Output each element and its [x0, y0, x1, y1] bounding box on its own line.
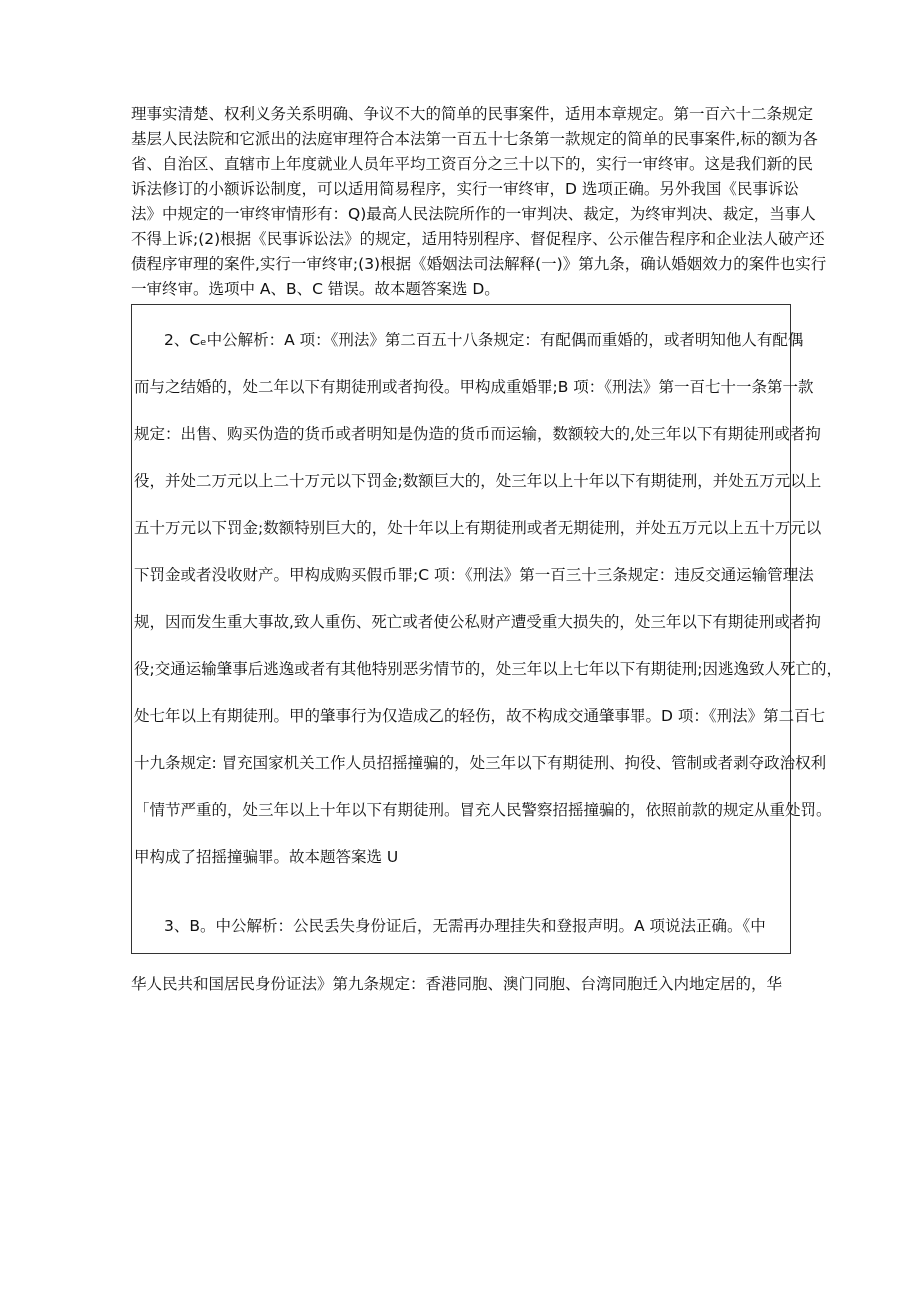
answer-2-line: 十九条规定: 冒充国家机关工作人员招摇撞骗的，处三年以下有期徒刑、拘役、管制或者剥夺政治权利 — [134, 754, 827, 772]
answer-2-line: 五十万元以下罚金;数额特别巨大的，处十年以上有期徒刑或者无期徒刑，并处五万元以上五十万元以 — [134, 519, 822, 537]
answer-2-line: 2、Cₑ中公解析：A 项：《刑法》第二百五十八条规定：有配偶而重婚的，或者明知他人有配偶 — [164, 331, 804, 349]
answer-2-line: 而与之结婚的，处二年以下有期徒刑或者拘役。甲构成重婚罪;B 项：《刑法》第一百七十一条第一款 — [134, 378, 814, 396]
paragraph-line: 省、自治区、直辖市上年度就业人员年平均工资百分之三十以下的，实行一审终审。这是我们新的民 — [131, 155, 814, 173]
paragraph-line: 诉法修订的小额诉讼制度，可以适用简易程序，实行一审终审，D 选项正确。另外我国《民事诉讼 — [131, 180, 799, 198]
answer-2-line: 甲构成了招摇撞骗罪。故本题答案选 U — [134, 848, 399, 866]
answer-3-line: 3、B。中公解析：公民丢失身份证后，无需再办理挂失和登报声明。A 项说法正确。《中 — [164, 917, 766, 935]
paragraph-line: 不得上诉;(2)根据《民事诉讼法》的规定，适用特别程序、督促程序、公示催告程序和企业法人破产还 — [131, 230, 825, 248]
answer-2-line: 役;交通运输肇事后逃逸或者有其他特别恶劣情节的，处三年以上七年以下有期徒刑;因逃逸致人死亡的， — [134, 660, 842, 678]
answer-2-line: 役，并处二万元以上二十万元以下罚金;数额巨大的，处三年以上十年以下有期徒刑，并处五万元以上 — [134, 472, 822, 490]
paragraph-line: 债程序审理的案件,实行一审终审;(3)根据《婚姻法司法解释(一)》第九条，确认婚姻效力的案件也实行 — [131, 255, 827, 273]
answer-2-line: 处七年以上有期徒刑。甲的肇事行为仅造成乙的轻伤，故不构成交通肇事罪。D 项：《刑法》第二百七 — [134, 707, 826, 725]
answer-2-line: 规，因而发生重大事故,致人重伤、死亡或者使公私财产遭受重大损失的，处三年以下有期徒刑或者拘 — [134, 613, 821, 631]
continuation-line: 华人民共和国居民身份证法》第九条规定：香港同胞、澳门同胞、台湾同胞迁入内地定居的，华 — [131, 975, 783, 993]
paragraph-line: 法》中规定的一审终审情形有：Q)最高人民法院所作的一审判决、裁定，为终审判决、裁定，当事人 — [131, 205, 816, 223]
paragraph-line: 基层人民法院和它派出的法庭审理符合本法第一百五十七条第一款规定的简单的民事案件,标的额为各 — [131, 130, 818, 148]
answer-2-line: 下罚金或者没收财产。甲构成购买假币罪;C 项：《刑法》第一百三十三条规定：违反交通运输管理法 — [134, 566, 814, 584]
boxed-section — [131, 304, 842, 954]
answer-2-line: 规定：出售、购买伪造的货币或者明知是伪造的货币而运输，数额较大的,处三年以下有期徒刑或者拘 — [134, 425, 821, 443]
answer-2-line: 「情节严重的，处三年以上十年以下有期徒刑。冒充人民警察招摇撞骗的，依照前款的规定从重处罚。 — [134, 801, 832, 819]
paragraph-line: 一审终审。选项中 A、B、C 错误。故本题答案选 D。 — [131, 280, 500, 298]
paragraph-line: 理事实清楚、权利义务关系明确、争议不大的简单的民事案件，适用本章规定。第一百六十二条规定 — [131, 105, 814, 123]
